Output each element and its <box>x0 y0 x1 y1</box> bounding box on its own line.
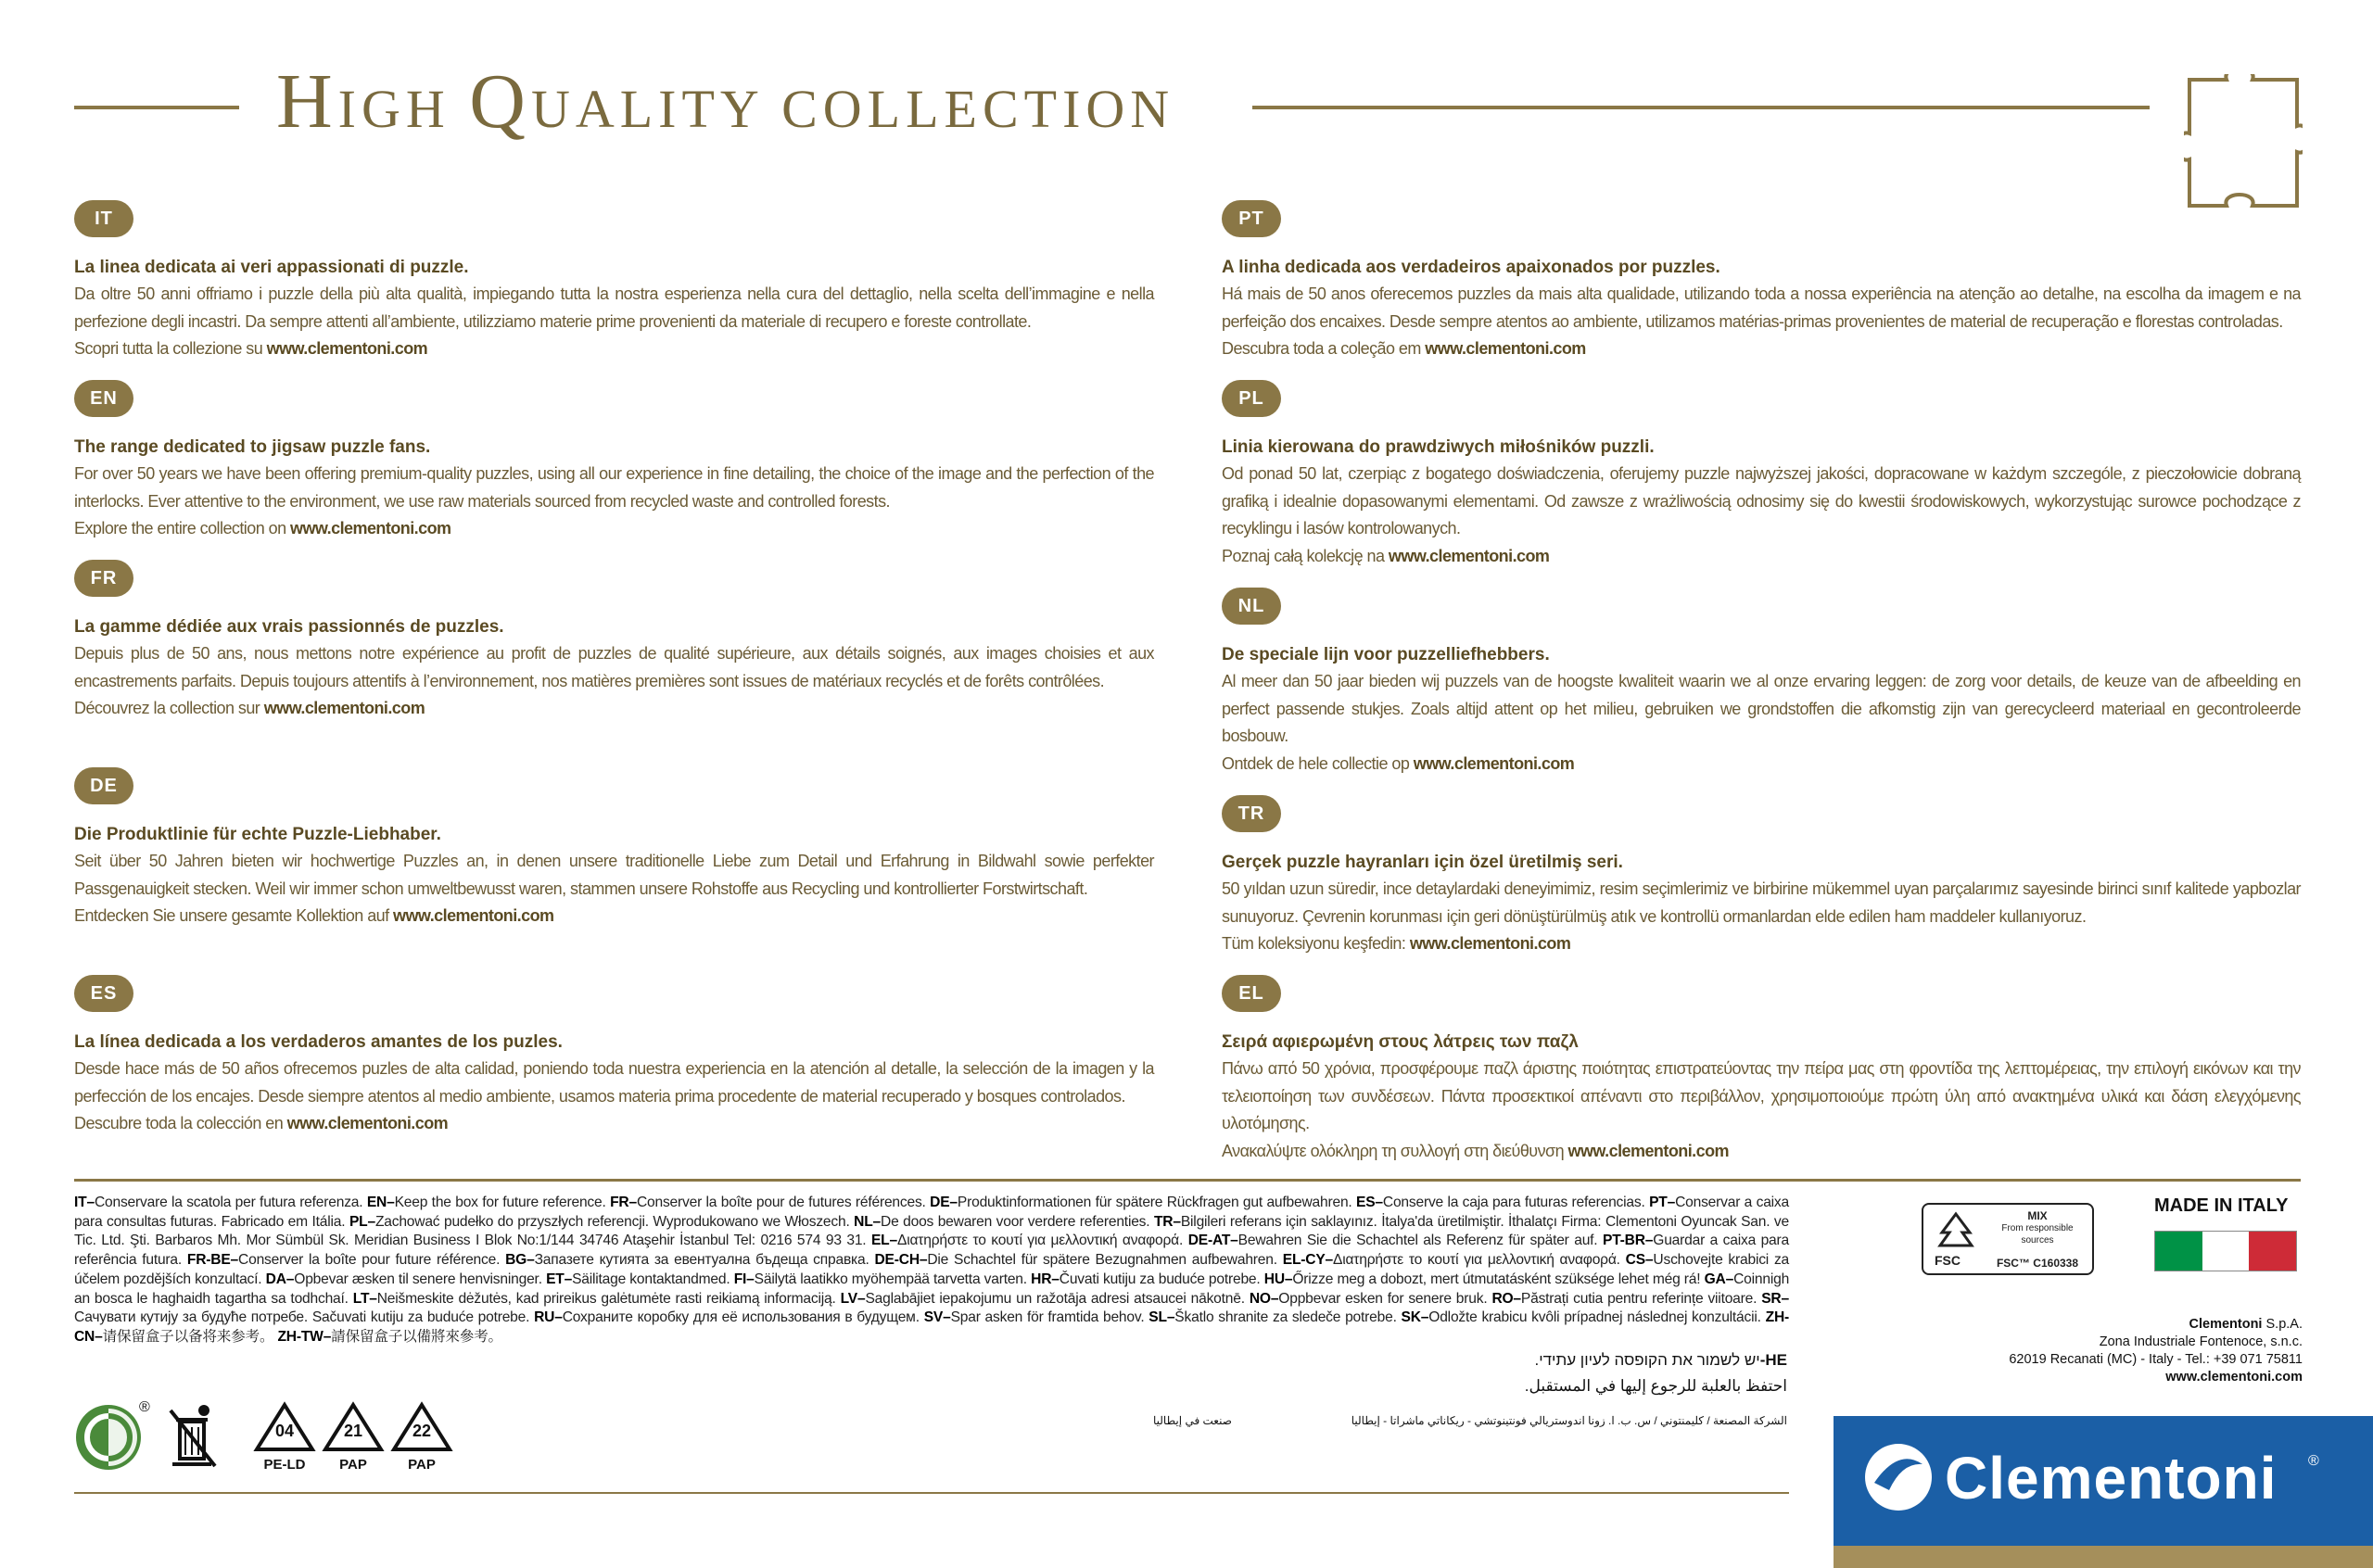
flag-white <box>2202 1232 2250 1271</box>
lang-notice: Conservare la scatola per futura referenza. <box>94 1195 367 1210</box>
section-heading: The range dedicated to jigsaw puzzle fans. <box>74 437 431 457</box>
lang-notice: Conserver la boîte pour future référence. <box>238 1252 506 1269</box>
section-heading: Gerçek puzzle hayranları için özel üretilmiş seri. <box>1222 853 1623 872</box>
italy-flag <box>2154 1231 2297 1271</box>
lang-notice: Őrizze meg a dobozt, mert útmutatásként szüksége lehet még rá! <box>1292 1271 1705 1287</box>
lang-notice: Conserve la caja para futuras referencias. <box>1382 1195 1650 1210</box>
language-badge: PT <box>1222 200 1281 237</box>
recycle-number: 21 <box>343 1422 363 1440</box>
flag-red <box>2249 1232 2296 1271</box>
lang-notice: Odložte krabicu kvôli prípadnej následnej konzultácii. <box>1428 1309 1766 1326</box>
lang-notice: Oppbevar esken for senere bruk. <box>1278 1290 1492 1307</box>
section-body: Da oltre 50 anni offriamo i puzzle della più alta qualità, impiegando tutta la nostra esperienza nella cura del dettaglio, nella scelta dell’immagine e nella perfezione degli incastri. Da sempre attenti all’ambiente, utilizziamo materie prime provenienti da materiale di recupero e foreste controllate. <box>74 285 1154 331</box>
lang-code: HR– <box>1031 1271 1060 1287</box>
arabic-company: الشركة المصنعة / كليمنتوني / س. ب. ا. زونا اندوستريالي فونتينوتشي - ريكاناتي ماشراتا - إيطاليا <box>1351 1414 1787 1427</box>
recycle-mark <box>250 1401 319 1473</box>
lang-code: BG– <box>505 1252 535 1269</box>
lang-code: DA– <box>265 1271 295 1287</box>
lang-code: RU– <box>534 1309 563 1326</box>
clementoni-logo <box>1834 1416 2373 1568</box>
lang-notice: Säilytä laatikko myöhempää tarvetta varten. <box>754 1271 1032 1287</box>
footer-bottom-divider <box>74 1492 1789 1494</box>
section-link-line <box>1222 751 2301 778</box>
fsc-line2: From responsible <box>2001 1223 2074 1233</box>
flag-green <box>2155 1232 2202 1271</box>
link-prefix: Entdecken Sie unsere gesamte Kollektion auf <box>74 906 389 925</box>
lang-code: FR– <box>610 1195 637 1210</box>
section-link-line <box>74 695 1154 723</box>
section-it <box>74 200 1154 363</box>
lang-notice: Čuvati kutiju za buduće potrebe. <box>1059 1271 1264 1287</box>
lang-notice: Διατηρήστε το κουτί για μελλοντική αναφορά. <box>1333 1252 1626 1269</box>
website-link[interactable]: www.clementoni.com <box>286 1114 449 1132</box>
website-link[interactable]: www.clementoni.com <box>1388 546 1550 565</box>
website-link[interactable]: www.clementoni.com <box>266 339 428 358</box>
lang-notice: 请保留盒子以备将来参考。 <box>102 1328 278 1345</box>
title-part: IGH <box>337 79 470 139</box>
clementoni-logo-icon <box>1861 1440 1935 1514</box>
language-badge: ES <box>74 975 133 1012</box>
section-body: Seit über 50 Jahren bieten wir hochwertige Puzzles an, in denen unsere traditionelle Liebe zum Detail und Erfahrung in Bildwahl sowie perfekter Passgenauigkeit stecken. Weil wir immer schon umweltbewusst waren, stammen unsere Rohstoffe aus Recycling und kontrollierter Forstwirtschaft. <box>74 852 1154 898</box>
lang-notice: Uschovejte krabici za účelem pozdějších konzultací. <box>74 1252 1790 1287</box>
arabic-notice: احتفظ بالعلبة للرجوع إليها في المستقبل. <box>1524 1377 1787 1395</box>
recycle-label: PE-LD <box>263 1457 306 1473</box>
logo-registered-mark: ® <box>2308 1453 2319 1469</box>
fsc-mix: MIX <box>2027 1209 2048 1222</box>
section-heading: La línea dedicada a los verdaderos amantes de los puzles. <box>74 1032 563 1052</box>
section-el <box>1222 975 2301 1165</box>
link-prefix: Explore the entire collection on <box>74 519 286 537</box>
section-body: Desde hace más de 50 años ofrecemos puzles de alta calidad, poniendo toda nuestra experiencia en la atención al detalle, la selección de la imagen y la perfección de los encajes. Desde siempre atentos al medio ambiente, usamos materia prima procedente de material recuperado y bosques controlados. <box>74 1059 1154 1106</box>
link-prefix: Poznaj całą kolekcję na <box>1222 546 1385 565</box>
lang-code: ET– <box>546 1271 573 1287</box>
section-body: For over 50 years we have been offering premium-quality puzzles, using all our experience in fine detailing, the choice of the image and the perfection of the interlocks. Ever attentive to the environment, we use raw materials sourced from recycled waste and controlled forests. <box>74 464 1154 511</box>
company-address <box>2009 1316 2303 1386</box>
lang-notice: Die Schachtel für spätere Bezugnahmen aufbewahren. <box>927 1252 1283 1269</box>
lang-notice: Saglabājiet iepakojumu un ražotāja adresi atsaucei nākotnē. <box>865 1290 1250 1307</box>
section-pt <box>1222 200 2301 363</box>
header-rule-right <box>1252 106 2150 109</box>
section-nl <box>1222 588 2301 778</box>
link-prefix: Descubre toda la colección en <box>74 1114 284 1132</box>
section-body: 50 yıldan uzun süredir, ince detaylardaki deneyimimiz, resim seçimlerimiz ve birbirine mükemmel uyan parçalarımız sayesinde birinci sınıf kalitede yapbozlar sunuyoruz. Çevrenin korunması için geri dönüştürülmüş atık ve kontrollü ormanlardan elde edilen ham maddeler kullanıyoruz. <box>1222 879 2301 926</box>
company-city-line: 62019 Recanati (MC) - Italy - Tel.: +39 071 75811 <box>2009 1352 2303 1367</box>
lang-code: EN– <box>366 1195 395 1210</box>
language-badge: EL <box>1222 975 1281 1012</box>
section-de <box>74 767 1154 930</box>
hebrew-notice <box>1534 1351 1787 1370</box>
lang-notice: De doos bewaren voor verdere referenties. <box>881 1213 1154 1230</box>
language-badge: PL <box>1222 380 1281 417</box>
website-link[interactable]: www.clementoni.com <box>1425 339 1586 358</box>
lang-code: NL– <box>854 1213 882 1230</box>
lang-notice: Bilgileri referans için saklayınız. İtalya'da üretilmiştir. İthalatçı Firma: Clementoni Oyuncak San. ve Tic. Ltd. Şti. Barbaros Mh. Mor Sümbül Sk. Meridian Business I Blok No:1/144 34746 Ataşehir İstanbul Tel: 0216 574 93 31. <box>74 1213 1789 1249</box>
storage-notice-multilang <box>74 1194 1789 1347</box>
language-badge: FR <box>74 560 133 597</box>
lang-code: LT– <box>352 1290 377 1307</box>
lang-code: SK– <box>1401 1309 1429 1326</box>
lang-code: EL-CY– <box>1282 1252 1334 1269</box>
fsc-line3: sources <box>2021 1235 2054 1246</box>
website-link[interactable]: www.clementoni.com <box>290 519 451 537</box>
section-heading: De speciale lijn voor puzzelliefhebbers. <box>1222 645 1550 664</box>
lang-code: ZH-TW– <box>277 1328 332 1345</box>
lang-notice: Zachować pudełko do przyszłych referencji. Wyprodukowano we Włoszech. <box>374 1213 855 1230</box>
company-website[interactable]: www.clementoni.com <box>2165 1370 2303 1385</box>
title-part: UALITY COLLECTION <box>530 79 1175 139</box>
website-link[interactable]: www.clementoni.com <box>393 906 554 925</box>
fsc-label <box>1922 1203 2094 1275</box>
lang-code: LV– <box>840 1290 866 1307</box>
lang-notice: Neišmeskite dėžutės, kad prireikus galėtumėte rasti reikiamą informaciją. <box>376 1290 841 1307</box>
lang-code: IT– <box>74 1195 95 1210</box>
language-badge: NL <box>1222 588 1281 625</box>
section-heading: Die Produktlinie für echte Puzzle-Liebhaber. <box>74 825 441 844</box>
lang-code: CS– <box>1625 1252 1654 1269</box>
lang-code: DE-AT– <box>1187 1233 1238 1249</box>
section-body: Od ponad 50 lat, czerpiąc z bogatego doświadczenia, oferujemy puzzle najwyższej jakości, dopracowane w każdym szczególe, z pieczołowicie dobraną grafiką i idealnie dopasowanymi elementami. Od zawsze z wrażliwością odnosimy się do kwestii środowiskowych, wykorzystując surowce pochodzące z recyklingu i lasów kontrolowanych. <box>1222 464 2301 537</box>
lang-notice: Guardar a caixa para referência futura. <box>74 1233 1789 1269</box>
lang-code: GA– <box>1704 1271 1734 1287</box>
section-link-line <box>1222 335 2301 363</box>
fsc-brand: FSC <box>1935 1253 1961 1268</box>
language-badge: IT <box>74 200 133 237</box>
lang-notice: Conserver la boîte pour de futures références. <box>636 1195 931 1210</box>
lang-notice: Coinnigh an bosca le haghaidh tagartha sa todhchaí. <box>74 1271 1790 1307</box>
section-es <box>74 975 1154 1138</box>
header-rule-left <box>74 106 239 109</box>
lang-code: ZH-CN– <box>74 1309 1790 1345</box>
lang-notice: Запазете кутията за евентуална бъдеща справка. <box>534 1252 875 1269</box>
link-prefix: Tüm koleksiyonu keşfedin: <box>1222 934 1406 953</box>
lang-code: SL– <box>1148 1309 1175 1326</box>
website-link[interactable]: www.clementoni.com <box>263 699 425 717</box>
section-link-line <box>74 903 1154 930</box>
green-dot-icon <box>74 1403 143 1472</box>
section-heading: Σειρά αφιερωμένη στους λάτρεις των παζλ <box>1222 1032 1579 1052</box>
section-heading: La linea dedicata ai veri appassionati di puzzle. <box>74 258 469 277</box>
lang-notice: Spar asken för framtida behov. <box>950 1309 1149 1326</box>
lang-notice: Conservar a caixa para consultas futuras. Fabricado em Itália. <box>74 1195 1790 1230</box>
section-heading: La gamme dédiée aux vrais passionnés de puzzles. <box>74 617 504 637</box>
lang-code: SR– <box>1761 1290 1789 1307</box>
lang-code: SV– <box>923 1309 951 1326</box>
lang-code: ES– <box>1356 1195 1383 1210</box>
lang-code: FR-BE– <box>186 1252 239 1269</box>
link-prefix: Découvrez la collection sur <box>74 699 260 717</box>
lang-notice: Produktinformationen für spätere Rückfragen gut aufbewahren. <box>957 1195 1357 1210</box>
website-link[interactable]: www.clementoni.com <box>1409 934 1571 953</box>
lang-notice: Сачувати кутију за будуће потребе. Sačuvati kutiju za buduće potrebe. <box>74 1309 535 1326</box>
lang-code: EL– <box>870 1233 897 1249</box>
lang-notice: Keep the box for future reference. <box>394 1195 611 1210</box>
section-en <box>74 380 1154 543</box>
lang-code: PT– <box>1649 1195 1676 1210</box>
section-link-line <box>1222 1138 2301 1166</box>
section-body: Al meer dan 50 jaar bieden wij puzzels van de hoogste kwaliteit waarin we al onze ervaring leggen: de zorg voor details, de keuze van de afbeelding en perfect passende stukjes. Zoals altijd attent op het milieu, gebruiken we grondstoffen die afkomstig zijn van gerecycleerd materiaal en gecontroleerde bosbouw. <box>1222 672 2301 745</box>
link-prefix: Ontdek de hele collectie op <box>1222 753 1410 773</box>
lang-code: PT-BR– <box>1603 1233 1654 1249</box>
company-address-line: Zona Industriale Fontenoce, s.n.c. <box>2099 1334 2303 1349</box>
recycle-number: 04 <box>274 1422 295 1440</box>
language-badge: EN <box>74 380 133 417</box>
lang-notice: Škatlo shranite za sledeče potrebe. <box>1174 1309 1402 1326</box>
section-link-line <box>74 335 1154 363</box>
recycle-mark <box>319 1401 387 1473</box>
company-type: S.p.A. <box>2262 1317 2303 1332</box>
title-part: Q <box>469 58 531 145</box>
section-link-line <box>1222 930 2301 958</box>
section-body: Há mais de 50 anos oferecemos puzzles da mais alta qualidade, utilizando toda a nossa experiência na atenção ao detalhe, na escolha da imagem e na perfeição dos encaixes. Desde sempre atentos ao ambiente, utilizamos matérias-primas provenientes de material de recuperação e florestas controladas. <box>1222 285 2301 331</box>
company-name: Clementoni <box>2189 1317 2263 1332</box>
arabic-made-in: صنعت في إيطاليا <box>1153 1414 1232 1427</box>
section-heading: A linha dedicada aos verdadeiros apaixonados por puzzles. <box>1222 258 1720 277</box>
recycle-label: PAP <box>408 1457 436 1473</box>
fsc-code: FSC™ C160338 <box>1996 1257 2079 1270</box>
bin-icon <box>163 1401 222 1470</box>
section-pl <box>1222 380 2301 570</box>
lang-notice: Säilitage kontaktandmed. <box>572 1271 734 1287</box>
lang-code: TR– <box>1153 1213 1181 1230</box>
hebrew-code: HE- <box>1759 1351 1787 1369</box>
section-body: Πάνω από 50 χρόνια, προσφέρουμε παζλ άριστης ποιότητας επιστρατεύοντας την πείρα μας στη φροντίδα της λεπτομέρειας, την επιλογή εικόνων και την τελειοποίηση των συνδέσεων. Πάντα προσεκτικοί απέναντι στο περιβάλλον, χρησιμοποιούμε πρώτη ύλη από ανακτημένα υλικά και δάση ελεγχόμενης υλοτόμησης. <box>1222 1059 2301 1132</box>
registered-mark: ® <box>139 1399 150 1415</box>
lang-code: DE– <box>930 1195 958 1210</box>
fsc-tree-icon <box>1933 1210 1979 1253</box>
hebrew-text: יש לשמור את הקופסה לעיון עתידי. <box>1534 1351 1760 1369</box>
lang-code: FI– <box>733 1271 755 1287</box>
lang-code: DE-CH– <box>874 1252 928 1269</box>
lang-notice: 請保留盒子以備將來參考。 <box>331 1328 502 1345</box>
link-prefix: Scopri tutta la collezione su <box>74 339 263 358</box>
section-link-line <box>74 515 1154 543</box>
lang-code: PL– <box>349 1213 375 1230</box>
footer-divider <box>74 1179 2301 1182</box>
lang-notice: Διατηρήστε το κουτί για μελλοντική αναφορά. <box>896 1233 1188 1249</box>
recycle-number: 22 <box>412 1422 432 1440</box>
lang-code: RO– <box>1491 1290 1521 1307</box>
lang-notice: Сохраните коробку для её использования в будущем. <box>562 1309 924 1326</box>
recycle-mark <box>387 1401 456 1473</box>
section-tr <box>1222 795 2301 958</box>
link-prefix: Ανακαλύψτε ολόκληρη τη συλλογή στη διεύθυνση <box>1222 1141 1565 1160</box>
company-name-line <box>2009 1316 2303 1334</box>
lang-notice: Bewahren Sie die Schachtel als Referenz für später auf. <box>1237 1233 1603 1249</box>
page-title <box>276 58 1175 145</box>
logo-wordmark: Clementoni <box>1945 1445 2278 1511</box>
lang-notice: Păstrați cutia pentru referințe viitoare. <box>1520 1290 1762 1307</box>
link-prefix: Descubra toda a coleção em <box>1222 339 1421 358</box>
language-badge: DE <box>74 767 133 804</box>
puzzle-piece-icon <box>2184 74 2303 211</box>
section-fr <box>74 560 1154 723</box>
lang-notice: Opbevar æsken til senere henvisninger. <box>294 1271 547 1287</box>
made-in-italy: MADE IN ITALY <box>2154 1195 2289 1216</box>
language-badge: TR <box>1222 795 1281 832</box>
section-body: Depuis plus de 50 ans, nous mettons notre expérience au profit de puzzles de qualité supérieure, aux détails soignés, aux images choisies et aux encastrements parfaits. Depuis toujours attentifs à l’environnement, nos matières premières sont issues de matériaux recyclés et de forêts contrôlées. <box>74 644 1154 690</box>
section-link-line <box>74 1110 1154 1138</box>
lang-code: HU– <box>1263 1271 1293 1287</box>
recycle-label: PAP <box>339 1457 367 1473</box>
website-link[interactable]: www.clementoni.com <box>1413 753 1575 773</box>
title-part: H <box>276 58 338 145</box>
section-heading: Linia kierowana do prawdziwych miłośników puzzli. <box>1222 437 1655 457</box>
lang-code: NO– <box>1249 1290 1279 1307</box>
website-link[interactable]: www.clementoni.com <box>1567 1141 1729 1160</box>
logo-gold-bar <box>1834 1546 2373 1568</box>
section-link-line <box>1222 543 2301 571</box>
